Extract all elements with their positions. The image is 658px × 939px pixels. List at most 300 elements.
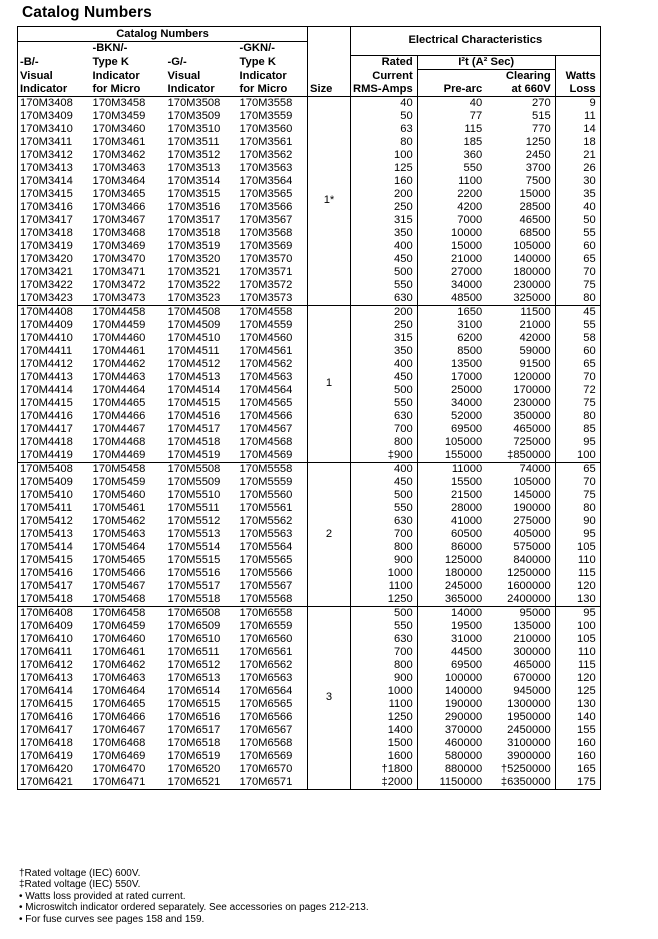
clearing-cell: 170000 <box>513 383 551 396</box>
table-row <box>18 96 601 110</box>
footnote: ‡Rated voltage (IEC) 550V. <box>19 879 141 891</box>
g-catalog-cell: 170M4513 <box>167 370 221 383</box>
watts-loss-cell: 105 <box>555 541 600 554</box>
gkn-catalog-cell: 170M6559 <box>238 620 308 633</box>
gkn-catalog-cell: 170M6571 <box>238 776 308 790</box>
watts-loss-cell: 85 <box>555 423 600 436</box>
g-catalog-cell: 170M3521 <box>167 265 221 278</box>
watts-loss-cell: 40 <box>555 201 600 214</box>
bkn-catalog-cell: 170M6468 <box>92 736 146 749</box>
gkn-catalog-cell: 170M3570 <box>238 253 308 266</box>
bkn-catalog-cell: 170M6459 <box>92 619 146 632</box>
rated-current-cell: 550 <box>394 278 413 291</box>
bkn-catalog-cell: 170M6471 <box>91 776 166 790</box>
rated-current-cell: 250 <box>394 200 413 213</box>
watts-loss-cell: 30 <box>555 175 600 188</box>
bkn-catalog-cell: 170M3466 <box>92 200 146 213</box>
prearc-cell: 19500 <box>417 620 486 633</box>
rated-current-cell: 80 <box>400 135 413 148</box>
clearing-cell: 210000 <box>513 632 551 645</box>
b-catalog-cell: 170M3411 <box>18 136 91 149</box>
gkn-catalog-cell: 170M3568 <box>238 227 308 240</box>
prearc-cell: 25000 <box>417 384 486 397</box>
bkn-catalog-cell: 170M3463 <box>92 161 146 174</box>
prearc-cell: 11000 <box>417 462 486 476</box>
rated-current-cell: 630 <box>394 514 413 527</box>
size-cell: 1* <box>308 96 351 305</box>
b-catalog-cell: 170M6408 <box>18 606 91 620</box>
gkn-catalog-cell: 170M6569 <box>238 750 308 763</box>
bkn-catalog-cell: 170M6458 <box>91 606 166 620</box>
bkn-catalog-cell: 170M3458 <box>92 96 146 109</box>
prearc-cell: 41000 <box>417 515 486 528</box>
clearing-cell: 515 <box>532 109 551 122</box>
g-catalog-cell: 170M4519 <box>167 448 221 461</box>
gkn-catalog-cell: 170M3571 <box>238 266 308 279</box>
rated-current-cell: 315 <box>394 213 413 226</box>
rated-current-cell: 630 <box>394 409 413 422</box>
clearing-cell: †5250000 <box>500 762 551 775</box>
clearing-cell: 105000 <box>513 239 551 252</box>
g-catalog-cell: 170M4516 <box>167 409 221 422</box>
b-catalog-cell: 170M3414 <box>18 175 91 188</box>
gkn-catalog-cell: 170M6570 <box>238 763 308 776</box>
gkn-catalog-cell: 170M6561 <box>238 646 308 659</box>
gkn-catalog-cell: 170M5561 <box>238 502 308 515</box>
bkn-catalog-cell: 170M3470 <box>92 252 146 265</box>
g-catalog-cell: 170M5515 <box>167 553 221 566</box>
footnote: • Watts loss provided at rated current. <box>19 890 186 902</box>
bkn-catalog-cell: 170M3459 <box>92 109 146 122</box>
g-catalog-cell: 170M5511 <box>167 501 220 514</box>
gkn-catalog-cell: 170M4565 <box>238 397 308 410</box>
watts-loss-cell: 75 <box>555 489 600 502</box>
bkn-catalog-cell: 170M5463 <box>92 527 146 540</box>
b-catalog-cell: 170M5414 <box>18 541 91 554</box>
bkn-col-header-line4: for Micro <box>91 83 166 97</box>
bkn-catalog-cell: 170M5465 <box>92 553 146 566</box>
g-catalog-cell: 170M4510 <box>167 331 221 344</box>
gkn-catalog-cell: 170M3566 <box>238 201 308 214</box>
table-row <box>18 305 601 319</box>
watts-loss-cell: 26 <box>555 162 600 175</box>
g-col-header-line2: Visual <box>167 69 201 82</box>
prearc-cell: 4200 <box>417 201 486 214</box>
b-catalog-cell: 170M4408 <box>18 305 91 319</box>
rated-current-cell: 1500 <box>387 736 413 749</box>
g-catalog-cell: 170M5516 <box>167 566 221 579</box>
prearc-cell: 1650 <box>417 305 486 319</box>
bkn-catalog-cell: 170M3462 <box>92 148 146 161</box>
clearing-cell: 3100000 <box>507 736 551 749</box>
rated-current-cell: 1100 <box>388 579 413 592</box>
bkn-catalog-cell: 170M4464 <box>92 383 146 396</box>
gkn-catalog-cell: 170M6567 <box>238 724 308 737</box>
g-catalog-cell: 170M6521 <box>166 776 238 790</box>
watts-loss-cell: 95 <box>555 528 600 541</box>
prearc-cell: 460000 <box>417 737 486 750</box>
g-catalog-cell: 170M4517 <box>167 422 221 435</box>
gkn-catalog-cell: 170M4567 <box>238 423 308 436</box>
g-catalog-cell: 170M3514 <box>167 174 221 187</box>
rated-current-cell: 500 <box>394 383 413 396</box>
rated-current-cell: 550 <box>394 619 413 632</box>
rated-current-cell: 400 <box>394 239 413 252</box>
prearc-cell: 2200 <box>417 188 486 201</box>
g-catalog-cell: 170M3522 <box>167 278 221 291</box>
b-catalog-cell: 170M4417 <box>18 423 91 436</box>
b-catalog-cell: 170M4418 <box>18 436 91 449</box>
catalog-table <box>17 26 601 790</box>
gkn-catalog-cell: 170M5568 <box>238 593 308 607</box>
gkn-catalog-cell: 170M5563 <box>238 528 308 541</box>
prearc-cell: 69500 <box>417 423 486 436</box>
rated-current-cell: 400 <box>351 462 418 476</box>
clearing-cell: 1250 <box>525 135 551 148</box>
gkn-catalog-cell: 170M3559 <box>238 110 308 123</box>
prearc-cell: 10000 <box>417 227 486 240</box>
rated-current-cell: †1800 <box>381 762 413 775</box>
rated-current-cell: 1250 <box>387 710 413 723</box>
prearc-col-header: Pre-arc <box>417 83 486 97</box>
watts-loss-cell: 140 <box>555 711 600 724</box>
prearc-cell: 580000 <box>417 750 486 763</box>
bkn-catalog-cell: 170M4461 <box>92 344 146 357</box>
b-col-header-line2: Visual <box>18 69 91 83</box>
clearing-cell: 105000 <box>513 475 551 488</box>
gkn-catalog-cell: 170M4559 <box>238 319 308 332</box>
bkn-catalog-cell: 170M5466 <box>92 566 146 579</box>
size-col-header: Size <box>308 83 351 97</box>
clearing-cell: 68500 <box>519 226 551 239</box>
b-catalog-cell: 170M5413 <box>18 528 91 541</box>
catalog-numbers-group-header: Catalog Numbers <box>18 27 308 42</box>
clearing-cell: 180000 <box>513 265 551 278</box>
prearc-cell: 365000 <box>417 593 486 607</box>
rated-col-header-line1: Rated <box>381 56 413 68</box>
g-catalog-cell: 170M5510 <box>167 488 221 501</box>
b-catalog-cell: 170M4416 <box>18 410 91 423</box>
prearc-cell: 21000 <box>417 253 486 266</box>
clearing-cell: 1950000 <box>507 710 551 723</box>
g-catalog-cell: 170M5509 <box>167 475 221 488</box>
g-catalog-cell: 170M6509 <box>167 619 221 632</box>
prearc-cell: 44500 <box>417 646 486 659</box>
rated-current-cell: 200 <box>394 187 413 200</box>
watts-loss-cell: 45 <box>555 305 600 319</box>
gkn-catalog-cell: 170M6564 <box>238 685 308 698</box>
bkn-catalog-cell: 170M6470 <box>92 762 146 775</box>
b-catalog-cell: 170M3417 <box>18 214 91 227</box>
g-catalog-cell: 170M3517 <box>167 213 221 226</box>
gkn-col-header-line3: Indicator <box>238 69 308 83</box>
g-col-header-line1: -G/- <box>167 56 187 68</box>
b-catalog-cell: 170M5408 <box>18 462 91 476</box>
watts-loss-cell: 60 <box>555 240 600 253</box>
b-catalog-cell: 170M4409 <box>18 319 91 332</box>
watts-loss-cell: 125 <box>555 685 600 698</box>
rated-current-cell: 63 <box>400 122 413 135</box>
b-catalog-cell: 170M5418 <box>18 593 91 607</box>
gkn-col-header-line4: for Micro <box>238 83 308 97</box>
watts-loss-cell: 11 <box>555 110 600 123</box>
gkn-catalog-cell: 170M3567 <box>238 214 308 227</box>
bkn-catalog-cell: 170M6463 <box>92 671 146 684</box>
clearing-cell: 465000 <box>513 658 551 671</box>
b-catalog-cell: 170M3416 <box>18 201 91 214</box>
b-catalog-cell: 170M4412 <box>18 358 91 371</box>
b-col-header-line3: Indicator <box>18 83 91 97</box>
gkn-catalog-cell: 170M3569 <box>238 240 308 253</box>
bkn-catalog-cell: 170M6460 <box>92 632 146 645</box>
g-catalog-cell: 170M3510 <box>167 122 221 135</box>
clearing-cell: 325000 <box>513 291 551 304</box>
b-catalog-cell: 170M4415 <box>18 397 91 410</box>
gkn-catalog-cell: 170M6562 <box>238 659 308 672</box>
b-catalog-cell: 170M6411 <box>18 646 91 659</box>
rated-current-cell: 700 <box>394 422 413 435</box>
prearc-cell: 370000 <box>417 724 486 737</box>
table-body <box>18 96 601 789</box>
bkn-catalog-cell: 170M5458 <box>91 462 166 476</box>
rated-current-cell: 900 <box>394 553 413 566</box>
bkn-catalog-cell: 170M3469 <box>92 239 146 252</box>
b-catalog-cell: 170M6418 <box>18 737 91 750</box>
clearing-cell: 2450 <box>525 148 551 161</box>
g-catalog-cell: 170M6508 <box>166 606 238 620</box>
prearc-cell: 6200 <box>417 332 486 345</box>
bkn-catalog-cell: 170M4468 <box>92 435 146 448</box>
rated-current-cell: 450 <box>394 252 413 265</box>
size-cell: 1 <box>308 305 351 462</box>
watts-loss-cell: 21 <box>555 149 600 162</box>
watts-col-header-line1: Watts <box>555 69 600 83</box>
g-catalog-cell: 170M3519 <box>167 239 221 252</box>
prearc-cell: 15500 <box>417 476 486 489</box>
rated-current-cell: 1100 <box>388 697 413 710</box>
bkn-catalog-cell: 170M3471 <box>92 265 146 278</box>
clearing-cell: 74000 <box>486 462 555 476</box>
watts-loss-cell: 175 <box>555 776 600 790</box>
rated-current-cell: 550 <box>394 501 413 514</box>
prearc-cell: 86000 <box>417 541 486 554</box>
rated-current-cell: 1400 <box>387 723 413 736</box>
watts-loss-cell: 80 <box>555 502 600 515</box>
rated-current-cell: ‡900 <box>387 448 413 461</box>
rated-current-cell: 1000 <box>387 566 413 579</box>
gkn-catalog-cell: 170M3572 <box>238 279 308 292</box>
clearing-cell: 21000 <box>519 318 551 331</box>
watts-loss-cell: 120 <box>555 580 600 593</box>
g-catalog-cell: 170M5514 <box>167 540 221 553</box>
watts-loss-cell: 65 <box>555 358 600 371</box>
bkn-catalog-cell: 170M3472 <box>92 278 146 291</box>
rated-current-cell: 200 <box>351 305 418 319</box>
b-catalog-cell: 170M6414 <box>18 685 91 698</box>
g-catalog-cell: 170M3523 <box>167 291 221 304</box>
b-catalog-cell: 170M3415 <box>18 188 91 201</box>
prearc-cell: 60500 <box>417 528 486 541</box>
gkn-catalog-cell: 170M5559 <box>238 476 308 489</box>
bkn-catalog-cell: 170M3464 <box>92 174 146 187</box>
gkn-catalog-cell: 170M4558 <box>238 305 308 319</box>
clearing-col-header-line1: Clearing <box>505 69 551 82</box>
watts-loss-cell: 100 <box>555 449 600 463</box>
rated-current-cell: 100 <box>394 148 413 161</box>
prearc-cell: 245000 <box>417 580 486 593</box>
clearing-cell: 2450000 <box>507 723 551 736</box>
gkn-catalog-cell: 170M3565 <box>238 188 308 201</box>
g-catalog-cell: 170M3515 <box>167 187 221 200</box>
b-catalog-cell: 170M6416 <box>18 711 91 724</box>
rated-current-cell: ‡2000 <box>351 776 418 790</box>
prearc-cell: 1100 <box>417 175 486 188</box>
prearc-cell: 550 <box>417 162 486 175</box>
prearc-cell: 105000 <box>417 436 486 449</box>
gkn-catalog-cell: 170M4560 <box>238 332 308 345</box>
gkn-catalog-cell: 170M5564 <box>238 541 308 554</box>
rated-col-header-line2: Current <box>372 69 413 82</box>
b-catalog-cell: 170M4411 <box>18 345 91 358</box>
clearing-cell: 120000 <box>513 370 551 383</box>
prearc-cell: 185 <box>417 136 486 149</box>
b-catalog-cell: 170M5416 <box>18 567 91 580</box>
clearing-cell: 230000 <box>513 396 551 409</box>
watts-loss-cell: 115 <box>555 659 600 672</box>
clearing-cell: 7500 <box>525 174 551 187</box>
clearing-cell: 46500 <box>519 213 551 226</box>
watts-loss-cell: 80 <box>555 292 600 306</box>
gkn-catalog-cell: 170M3560 <box>238 123 308 136</box>
gkn-catalog-cell: 170M3564 <box>238 175 308 188</box>
gkn-catalog-cell: 170M4569 <box>238 449 308 463</box>
gkn-catalog-cell: 170M4562 <box>238 358 308 371</box>
b-catalog-cell: 170M6409 <box>18 620 91 633</box>
bkn-catalog-cell: 170M6465 <box>92 697 146 710</box>
bkn-catalog-cell: 170M4462 <box>92 357 146 370</box>
clearing-cell: 59000 <box>519 344 551 357</box>
g-catalog-cell: 170M4509 <box>167 318 221 331</box>
g-catalog-cell: 170M3511 <box>167 135 220 148</box>
prearc-cell: 34000 <box>417 397 486 410</box>
bkn-catalog-cell: 170M4465 <box>92 396 146 409</box>
b-catalog-cell: 170M4413 <box>18 371 91 384</box>
g-catalog-cell: 170M3516 <box>167 200 221 213</box>
watts-loss-cell: 95 <box>555 436 600 449</box>
rated-current-cell: 450 <box>394 475 413 488</box>
prearc-cell: 14000 <box>417 606 486 620</box>
prearc-cell: 100000 <box>417 672 486 685</box>
clearing-cell: 405000 <box>513 527 551 540</box>
watts-loss-cell: 105 <box>555 633 600 646</box>
watts-loss-cell: 80 <box>555 410 600 423</box>
rated-current-cell: 500 <box>351 606 418 620</box>
watts-loss-cell: 95 <box>555 606 600 620</box>
g-catalog-cell: 170M4511 <box>167 344 220 357</box>
bkn-catalog-cell: 170M5464 <box>92 540 146 553</box>
watts-loss-cell: 155 <box>555 724 600 737</box>
g-catalog-cell: 170M5508 <box>166 462 238 476</box>
bkn-catalog-cell: 170M4459 <box>92 318 146 331</box>
prearc-cell: 28000 <box>417 502 486 515</box>
rated-current-cell: 500 <box>394 265 413 278</box>
clearing-cell: ‡850000 <box>507 448 551 461</box>
clearing-cell: ‡6350000 <box>486 776 555 790</box>
watts-loss-cell: 130 <box>555 698 600 711</box>
watts-loss-cell: 18 <box>555 136 600 149</box>
watts-col-header-line2: Loss <box>555 83 600 97</box>
prearc-cell: 155000 <box>417 449 486 463</box>
gkn-catalog-cell: 170M5560 <box>238 489 308 502</box>
b-catalog-cell: 170M3413 <box>18 162 91 175</box>
rated-col-header-line3: RMS-Amps <box>351 83 418 97</box>
watts-loss-cell: 14 <box>555 123 600 136</box>
b-catalog-cell: 170M3423 <box>18 292 91 306</box>
bkn-catalog-cell: 170M4460 <box>92 331 146 344</box>
rated-current-cell: 400 <box>394 357 413 370</box>
b-catalog-cell: 170M5409 <box>18 476 91 489</box>
rated-current-cell: 250 <box>394 318 413 331</box>
b-catalog-cell: 170M5415 <box>18 554 91 567</box>
gkn-catalog-cell: 170M6558 <box>238 606 308 620</box>
watts-loss-cell: 75 <box>555 279 600 292</box>
bkn-catalog-cell: 170M5461 <box>92 501 146 514</box>
prearc-cell: 180000 <box>417 567 486 580</box>
rated-current-cell: 50 <box>400 109 413 122</box>
g-catalog-cell: 170M4508 <box>166 305 238 319</box>
bkn-catalog-cell: 170M6462 <box>92 658 146 671</box>
rated-current-cell: 800 <box>394 658 413 671</box>
watts-loss-cell: 55 <box>555 227 600 240</box>
watts-loss-cell: 110 <box>555 646 600 659</box>
bkn-col-header-line3: Indicator <box>92 69 140 82</box>
clearing-cell: 145000 <box>513 488 551 501</box>
rated-current-cell: 700 <box>394 645 413 658</box>
gkn-catalog-cell: 170M5565 <box>238 554 308 567</box>
gkn-catalog-cell: 170M6568 <box>238 737 308 750</box>
b-col-header-line1: -B/- <box>18 55 91 69</box>
rated-current-cell: 125 <box>394 161 413 174</box>
prearc-cell: 77 <box>417 110 486 123</box>
rated-current-cell: 700 <box>394 527 413 540</box>
bkn-catalog-cell: 170M4458 <box>91 305 166 319</box>
bkn-catalog-cell: 170M3461 <box>92 135 146 148</box>
g-catalog-cell: 170M3513 <box>167 161 221 174</box>
footnote: †Rated voltage (IEC) 600V. <box>19 868 141 879</box>
b-catalog-cell: 170M3420 <box>18 253 91 266</box>
clearing-cell: 670000 <box>513 671 551 684</box>
bkn-catalog-cell: 170M3460 <box>92 122 146 135</box>
watts-loss-cell: 100 <box>555 620 600 633</box>
b-catalog-cell: 170M3410 <box>18 123 91 136</box>
bkn-catalog-cell: 170M3468 <box>92 226 146 239</box>
table-row <box>18 462 601 476</box>
b-catalog-cell: 170M5410 <box>18 489 91 502</box>
clearing-cell: 770 <box>532 122 551 135</box>
watts-loss-cell: 50 <box>555 214 600 227</box>
watts-loss-cell: 160 <box>555 737 600 750</box>
b-catalog-cell: 170M3422 <box>18 279 91 292</box>
bkn-catalog-cell: 170M6466 <box>92 710 146 723</box>
g-catalog-cell: 170M3508 <box>167 96 221 109</box>
watts-loss-cell: 65 <box>555 462 600 476</box>
b-catalog-cell: 170M6415 <box>18 698 91 711</box>
gkn-catalog-cell: 170M5566 <box>238 567 308 580</box>
b-catalog-cell: 170M6420 <box>18 763 91 776</box>
prearc-cell: 3100 <box>417 319 486 332</box>
clearing-cell: 2400000 <box>507 592 551 605</box>
prearc-cell: 15000 <box>417 240 486 253</box>
